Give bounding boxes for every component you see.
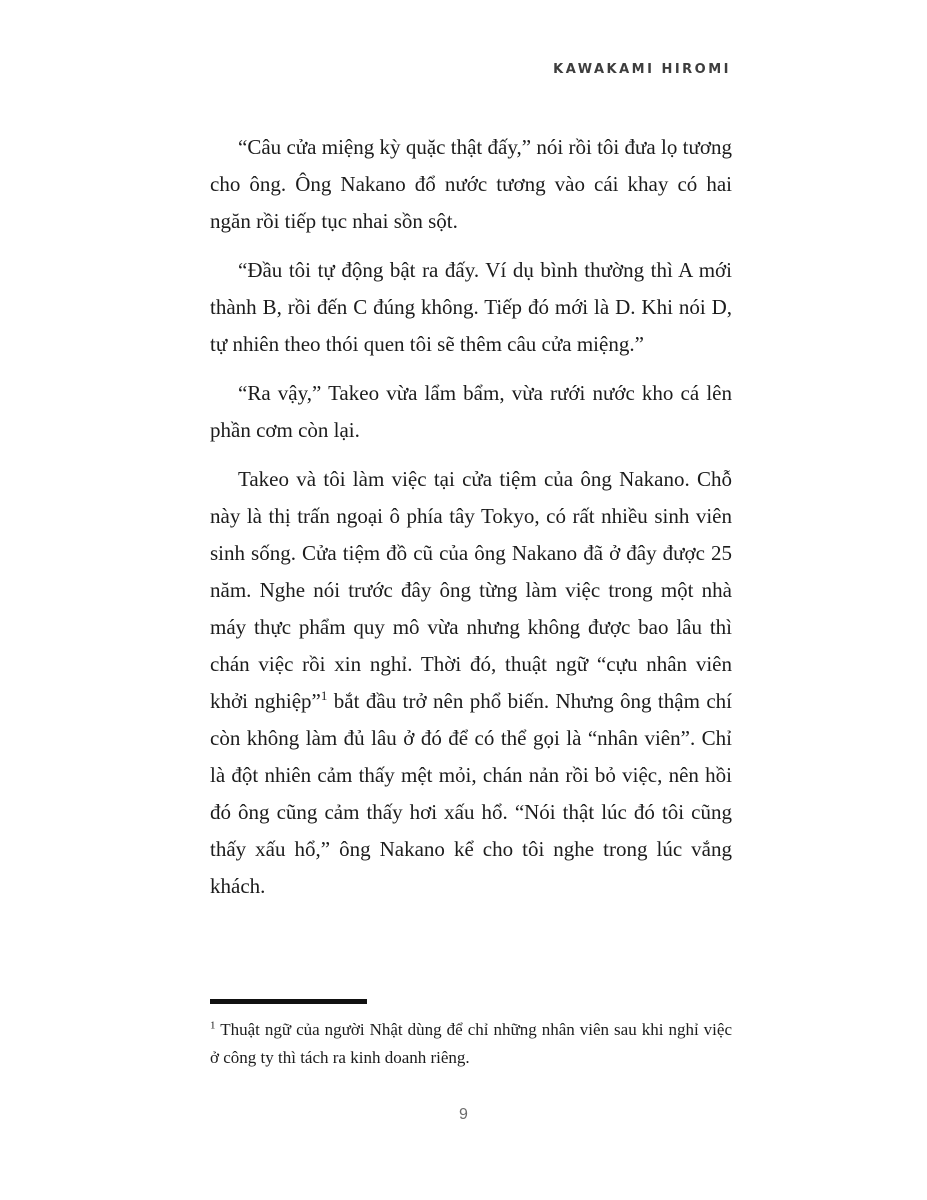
paragraph: “Câu cửa miệng kỳ quặc thật đấy,” nói rồi tôi đưa lọ tương cho ông. Ông Nakano đổ nước tương vào cái khay có hai ngăn rồi tiếp tục nhai sồn sột. — [210, 135, 732, 233]
page-body — [210, 129, 732, 917]
footnote-text: Thuật ngữ của người Nhật dùng để chỉ những nhân viên sau khi nghỉ việc ở công ty thì tách ra kinh doanh riêng. — [210, 1020, 732, 1067]
paragraph-text: bắt đầu trở nên phổ biến. Nhưng ông thậm chí còn không làm đủ lâu ở đó để có thể gọi là “nhân viên”. Chỉ là đột nhiên cảm thấy mệt mỏi, chán nản rồi bỏ việc, nên hồi đó ông cũng cảm thấy hơi xấu hổ. “Nói thật lúc đó tôi cũng thấy xấu hổ,” ông Nakano kể cho tôi nghe trong lúc vắng khách. — [210, 689, 733, 898]
paragraph — [210, 461, 732, 905]
footnote-divider — [210, 999, 367, 1004]
footnote — [210, 1016, 732, 1072]
paragraph-text: Takeo và tôi làm việc tại cửa tiệm của ông Nakano. Chỗ này là thị trấn ngoại ô phía tây Tokyo, có rất nhiều sinh viên sinh sống. Cửa tiệm đồ cũ của ông Nakano đã ở đây được 25 năm. Nghe nói trước đây ông từng làm việc trong một nhà máy thực phẩm quy mô vừa nhưng không được bao lâu thì chán việc rồi xin nghỉ. Thời đó, thuật ngữ “cựu nhân viên khởi nghiệp” — [210, 467, 732, 713]
page-number: 9 — [459, 1106, 468, 1123]
footnote-section — [210, 999, 732, 1072]
paragraph: “Đầu tôi tự động bật ra đấy. Ví dụ bình thường thì A mới thành B, rồi đến C đúng không. Tiếp đó mới là D. Khi nói D, tự nhiên theo thói quen tôi sẽ thêm câu cửa miệng.” — [210, 258, 732, 356]
paragraph: “Ra vậy,” Takeo vừa lẩm bẩm, vừa rưới nước kho cá lên phần cơm còn lại. — [210, 381, 732, 442]
footnote-reference: 1 — [320, 688, 328, 703]
running-header-author: KAWAKAMI HIROMI — [553, 62, 731, 77]
footnote-marker: 1 — [210, 1019, 216, 1032]
